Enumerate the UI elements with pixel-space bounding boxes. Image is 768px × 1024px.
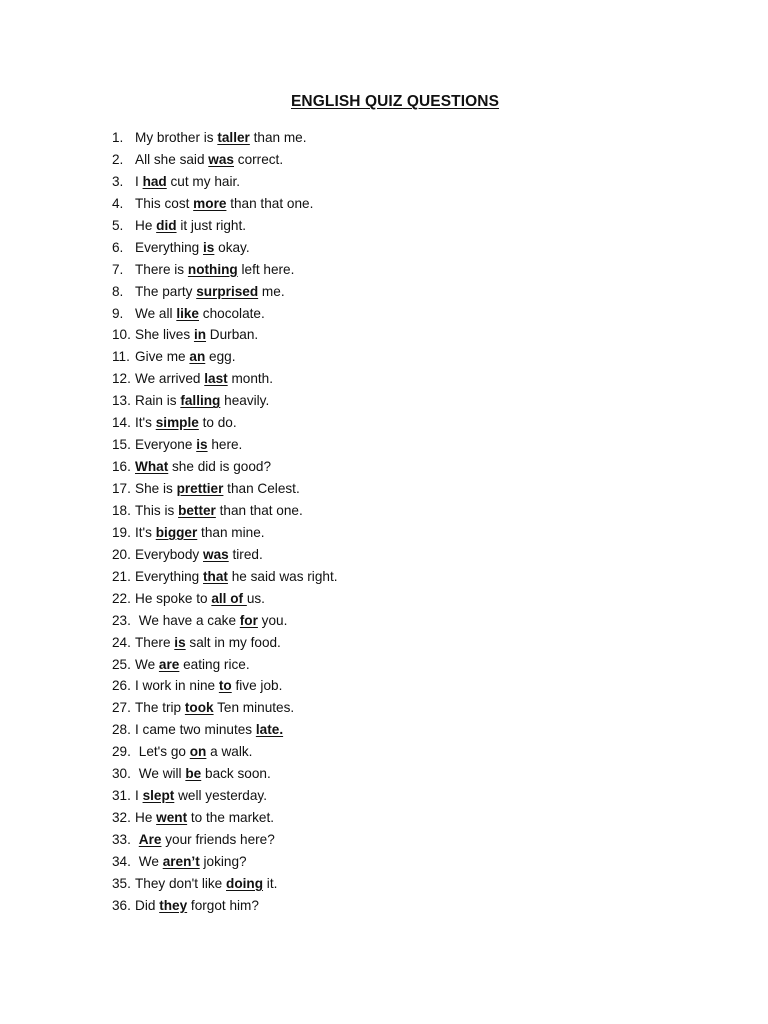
question-number: 20. [112, 546, 131, 562]
question-text-before: The party [135, 283, 197, 299]
question-number: 26. [112, 678, 131, 694]
answer-word: went [156, 810, 188, 826]
answer-word: last [204, 371, 228, 387]
question-text-after: eating rice. [179, 656, 250, 672]
answer-word: is [174, 634, 186, 650]
answer-word: is [203, 239, 215, 255]
question-text [135, 807, 274, 829]
question-item [112, 610, 338, 632]
question-text [135, 851, 247, 873]
question-number: 17. [112, 481, 131, 496]
page-title: ENGLISH QUIZ QUESTIONS [290, 93, 500, 110]
question-text [135, 785, 267, 807]
question-text-before: There [135, 634, 175, 650]
question-number: 27. [112, 700, 131, 716]
answer-word: an [189, 349, 206, 365]
question-text-before: All she said [135, 151, 209, 167]
question-number: 24. [112, 634, 131, 650]
question-text-after: well yesterday. [174, 788, 267, 804]
question-item [112, 303, 338, 325]
question-text-before: I [135, 173, 143, 189]
answer-word: be [185, 766, 202, 782]
question-item [112, 654, 338, 676]
question-text-after: us. [246, 590, 265, 606]
answer-word: prettier [176, 481, 224, 496]
question-item [112, 741, 338, 763]
question-item [112, 895, 338, 917]
question-text-before: We all [135, 305, 177, 321]
question-text-before: I work in nine [135, 678, 219, 694]
question-item [112, 522, 338, 544]
question-text [135, 544, 263, 566]
question-text [135, 412, 237, 434]
question-text-before: Everybody [135, 546, 204, 562]
question-text-before: Everything [135, 568, 204, 584]
question-item [112, 829, 338, 851]
question-number: 16. [112, 459, 131, 475]
question-text [135, 763, 271, 785]
question-text [135, 434, 242, 456]
question-text [135, 500, 303, 522]
question-text-after: Durban. [206, 327, 259, 343]
question-item [112, 873, 338, 895]
question-item [112, 456, 338, 478]
question-text-after: heavily. [220, 393, 270, 409]
question-text-before: We [135, 656, 159, 672]
question-number: 18. [112, 502, 131, 518]
question-item [112, 434, 338, 456]
answer-word: all of [211, 590, 247, 606]
question-text-before: This is [135, 502, 179, 518]
question-text-before: The trip [135, 700, 185, 716]
question-number: 21. [112, 568, 131, 584]
question-item [112, 675, 338, 697]
question-text-after: correct. [234, 151, 284, 167]
question-item [112, 632, 338, 654]
question-text-after: than that one. [215, 502, 303, 518]
question-text [135, 895, 259, 917]
question-list [112, 127, 338, 917]
question-text [135, 149, 283, 171]
question-text-after: it. [263, 875, 278, 891]
question-text [135, 237, 250, 259]
question-item [112, 719, 338, 741]
question-text [135, 719, 283, 741]
question-text-after: you. [257, 612, 288, 628]
question-text-after: joking? [199, 853, 247, 869]
question-text-before: I [135, 788, 143, 804]
question-text [135, 171, 240, 193]
question-text [135, 281, 285, 303]
question-item [112, 390, 338, 412]
question-text-after: your friends here? [161, 832, 275, 847]
question-text [135, 324, 258, 346]
question-text-after: egg. [205, 349, 236, 365]
question-text [135, 390, 269, 412]
question-item [112, 807, 338, 829]
question-text-after: Ten minutes. [213, 700, 295, 716]
question-text [135, 654, 250, 676]
question-text-before: He [135, 810, 157, 826]
question-item [112, 412, 338, 434]
answer-word: to [218, 678, 232, 694]
question-text-after: back soon. [201, 766, 271, 782]
question-text-before: We will [135, 766, 186, 782]
question-item [112, 478, 338, 500]
answer-word: simple [155, 415, 199, 431]
question-text-before: She lives [135, 327, 194, 343]
question-number: 13. [112, 393, 131, 409]
question-text-before: We have a cake [135, 612, 240, 628]
question-number: 34. [112, 853, 131, 869]
answer-word: on [189, 744, 207, 760]
question-text-before: Rain is [135, 393, 181, 409]
question-text [135, 368, 273, 390]
question-text [135, 873, 277, 895]
question-text [135, 566, 338, 588]
question-number: 9. [112, 305, 124, 321]
question-text [135, 456, 271, 478]
question-text-after: to the market. [187, 810, 275, 826]
question-number: 7. [112, 261, 124, 277]
question-text-after: me. [258, 283, 285, 299]
answer-word: falling [180, 393, 221, 409]
answer-word: late. [255, 722, 284, 738]
question-text [135, 610, 287, 632]
question-item [112, 346, 338, 368]
question-text [135, 215, 246, 237]
question-number: 31. [112, 788, 131, 804]
question-number: 4. [112, 195, 124, 211]
answer-word: took [184, 700, 214, 716]
question-text-before: Everyone [135, 437, 197, 453]
answer-word: taller [217, 130, 250, 145]
question-text [135, 127, 307, 149]
question-text-after: salt in my food. [185, 634, 281, 650]
question-item [112, 215, 338, 237]
question-text-after: he said was right. [227, 568, 338, 584]
question-text-after: she did is good? [168, 459, 272, 475]
question-text-before: Let's go [135, 744, 190, 760]
question-text-after: than mine. [197, 524, 265, 540]
question-text-before: He [135, 217, 157, 233]
question-text-after: than Celest. [223, 481, 300, 496]
answer-word: in [193, 327, 207, 343]
question-number: 8. [112, 283, 124, 299]
question-number: 33. [112, 832, 131, 847]
answer-word: is [196, 437, 208, 453]
answer-word: Are [138, 832, 162, 847]
question-text-after: here. [207, 437, 243, 453]
question-number: 25. [112, 656, 131, 672]
question-item [112, 259, 338, 281]
question-item [112, 566, 338, 588]
question-text [135, 632, 281, 654]
question-text [135, 522, 265, 544]
question-item [112, 324, 338, 346]
answer-word: for [239, 612, 258, 628]
question-text-after: a walk. [206, 744, 253, 760]
answer-word: nothing [187, 261, 238, 277]
question-number: 36. [112, 897, 131, 913]
question-item [112, 785, 338, 807]
question-text-after: chocolate. [199, 305, 265, 321]
answer-word: was [208, 151, 234, 167]
question-text-before: He spoke to [135, 590, 212, 606]
answer-word: more [193, 195, 227, 211]
question-text [135, 588, 265, 610]
question-text-after: month. [227, 371, 274, 387]
question-item [112, 763, 338, 785]
question-item [112, 851, 338, 873]
question-item [112, 588, 338, 610]
question-text-after: forgot him? [187, 897, 259, 913]
question-item [112, 544, 338, 566]
question-number: 30. [112, 766, 131, 782]
question-item [112, 193, 338, 215]
answer-word: aren’t [162, 853, 200, 869]
question-text-before: Did [135, 897, 160, 913]
answer-word: are [158, 656, 180, 672]
question-number: 12. [112, 371, 131, 387]
question-number: 10. [112, 327, 131, 343]
answer-word: they [159, 897, 188, 913]
question-number: 2. [112, 151, 124, 167]
question-item [112, 127, 338, 149]
question-number: 6. [112, 239, 124, 255]
question-text-before: Give me [135, 349, 190, 365]
answer-word: that [203, 568, 228, 584]
question-number: 3. [112, 173, 124, 189]
question-text-after: than me. [249, 130, 307, 145]
question-text [135, 346, 236, 368]
question-text-after: five job. [231, 678, 283, 694]
question-text-after: okay. [214, 239, 250, 255]
question-item [112, 500, 338, 522]
question-item [112, 149, 338, 171]
question-text-before: Everything [135, 239, 204, 255]
answer-word: better [178, 502, 216, 518]
question-text [135, 259, 294, 281]
question-number: 11. [112, 349, 130, 365]
question-text [135, 303, 265, 325]
answer-word: surprised [196, 283, 259, 299]
question-text [135, 829, 275, 851]
question-number: 23. [112, 612, 131, 628]
question-number: 5. [112, 217, 124, 233]
question-number: 19. [112, 524, 131, 540]
question-text-after: it just right. [176, 217, 247, 233]
question-item [112, 237, 338, 259]
question-item [112, 368, 338, 390]
question-text-before: My brother is [135, 130, 218, 145]
question-number: 35. [112, 875, 131, 891]
answer-word: like [176, 305, 199, 321]
question-text [135, 741, 252, 763]
question-text-after: cut my hair. [166, 173, 241, 189]
answer-word: bigger [155, 524, 198, 540]
question-text-before: It's [135, 415, 156, 431]
question-text [135, 675, 282, 697]
question-item [112, 697, 338, 719]
question-text-before: There is [135, 261, 188, 277]
question-text-before: It's [135, 524, 156, 540]
question-number: 1. [112, 130, 124, 145]
question-number: 28. [112, 722, 131, 738]
answer-word: did [156, 217, 177, 233]
question-item [112, 281, 338, 303]
question-number: 22. [112, 590, 131, 606]
question-text [135, 478, 300, 500]
question-number: 14. [112, 415, 131, 431]
question-number: 15. [112, 437, 131, 453]
question-text-before: We arrived [135, 371, 205, 387]
question-text-before: This cost [135, 195, 194, 211]
question-text-before: I came two minutes [135, 722, 256, 738]
answer-word: was [203, 546, 229, 562]
question-text-after: tired. [228, 546, 263, 562]
question-text-after: left here. [237, 261, 295, 277]
question-text-before: She is [135, 481, 177, 496]
answer-word: slept [142, 788, 175, 804]
question-text-before: They don't like [135, 875, 227, 891]
question-number: 29. [112, 744, 131, 760]
question-number: 32. [112, 810, 131, 826]
question-text [135, 193, 313, 215]
answer-word: What [135, 459, 169, 475]
question-text-after: than that one. [226, 195, 314, 211]
question-text-after: to do. [198, 415, 237, 431]
answer-word: had [142, 173, 167, 189]
answer-word: doing [226, 875, 264, 891]
question-text-before: We [135, 853, 163, 869]
question-text [135, 697, 294, 719]
question-item [112, 171, 338, 193]
